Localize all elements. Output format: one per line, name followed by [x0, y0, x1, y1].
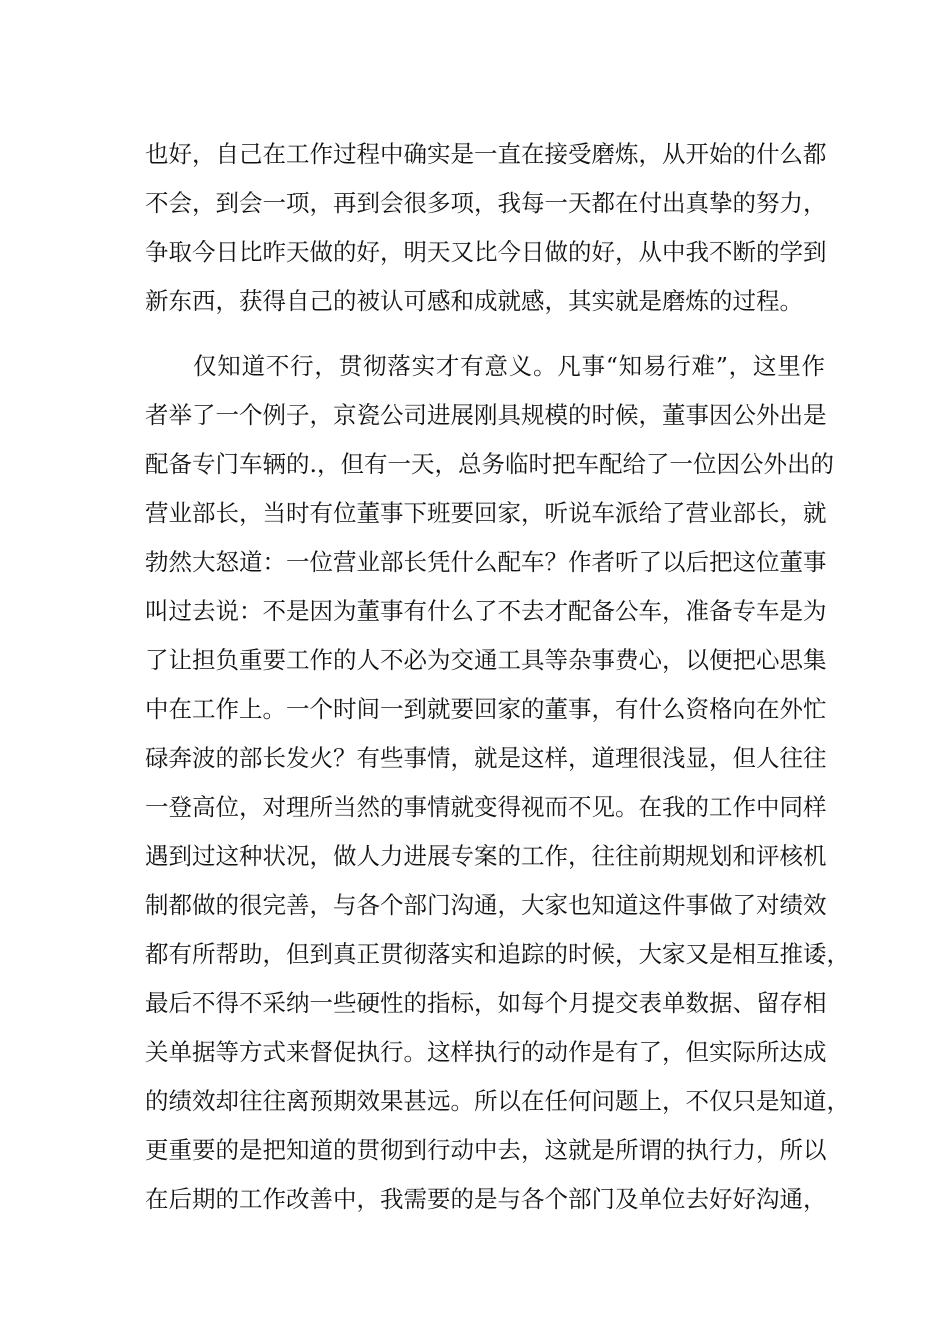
- paragraph-2: [145, 342, 850, 1224]
- paragraph-2-line: 中在工作上。一个时间一到就要回家的董事，有什么资格向在外忙: [145, 695, 827, 723]
- paragraph-2-line: 了让担负重要工作的人不必为交通工具等杂事费心，以便把心思集: [145, 646, 827, 674]
- paragraph-2-line: 关单据等方式来督促执行。这样执行的动作是有了，但实际所达成: [145, 1038, 827, 1066]
- paragraph-1-line: 新东西，获得自己的被认可感和成就感，其实就是磨炼的过程。: [145, 287, 803, 315]
- paragraph-1-line: 也好，自己在工作过程中确实是一直在接受磨炼，从开始的什么都: [145, 140, 827, 168]
- paragraph-2-line: 一登高位，对理所当然的事情就变得视而不见。在我的工作中同样: [145, 793, 827, 821]
- paragraph-2-line: 者举了一个例子，京瓷公司进展刚具规模的时候，董事因公外出是: [145, 401, 827, 429]
- paragraph-2-line: 叫过去说：不是因为董事有什么了不去才配备公车，准备专车是为: [145, 597, 827, 625]
- paragraph-2-line: 营业部长，当时有位董事下班要回家，听说车派给了营业部长，就: [145, 499, 827, 527]
- paragraph-2-line: 更重要的是把知道的贯彻到行动中去，这就是所谓的执行力，所以: [145, 1136, 827, 1164]
- paragraph-1-line: 不会，到会一项，再到会很多项，我每一天都在付出真挚的努力，: [145, 189, 827, 217]
- paragraph-2-line: 仅知道不行，贯彻落实才有意义。凡事“知易行难”，这里作: [193, 352, 825, 380]
- paragraph-1-line: 争取今日比昨天做的好，明天又比今日做的好，从中我不断的学到: [145, 238, 827, 266]
- paragraph-1: [145, 130, 825, 326]
- paragraph-2-line: 都有所帮助，但到真正贯彻落实和追踪的时候，大家又是相互推诿，: [145, 940, 850, 968]
- paragraph-2-line: 制都做的很完善，与各个部门沟通，大家也知道这件事做了对绩效: [145, 891, 827, 919]
- paragraph-2-line: 的绩效却往往离预期效果甚远。所以在任何问题上，不仅只是知道，: [145, 1087, 850, 1115]
- paragraph-2-line: 遇到过这种状况，做人力进展专案的工作，往往前期规划和评核机: [145, 842, 827, 870]
- paragraph-2-line: 配备专门车辆的.，但有一天，总务临时把车配给了一位因公外出的: [145, 450, 834, 478]
- paragraph-2-line: 最后不得不采纳一些硬性的指标，如每个月提交表单数据、留存相: [145, 989, 827, 1017]
- paragraph-2-line: 在后期的工作改善中，我需要的是与各个部门及单位去好好沟通，: [145, 1185, 827, 1213]
- paragraph-2-line: 碌奔波的部长发火？有些事情，就是这样，道理很浅显，但人往往: [145, 744, 827, 772]
- document-body: [145, 130, 850, 1224]
- paragraph-gap: [145, 326, 825, 342]
- paragraph-2-line: 勃然大怒道：一位营业部长凭什么配车？作者听了以后把这位董事: [145, 548, 827, 576]
